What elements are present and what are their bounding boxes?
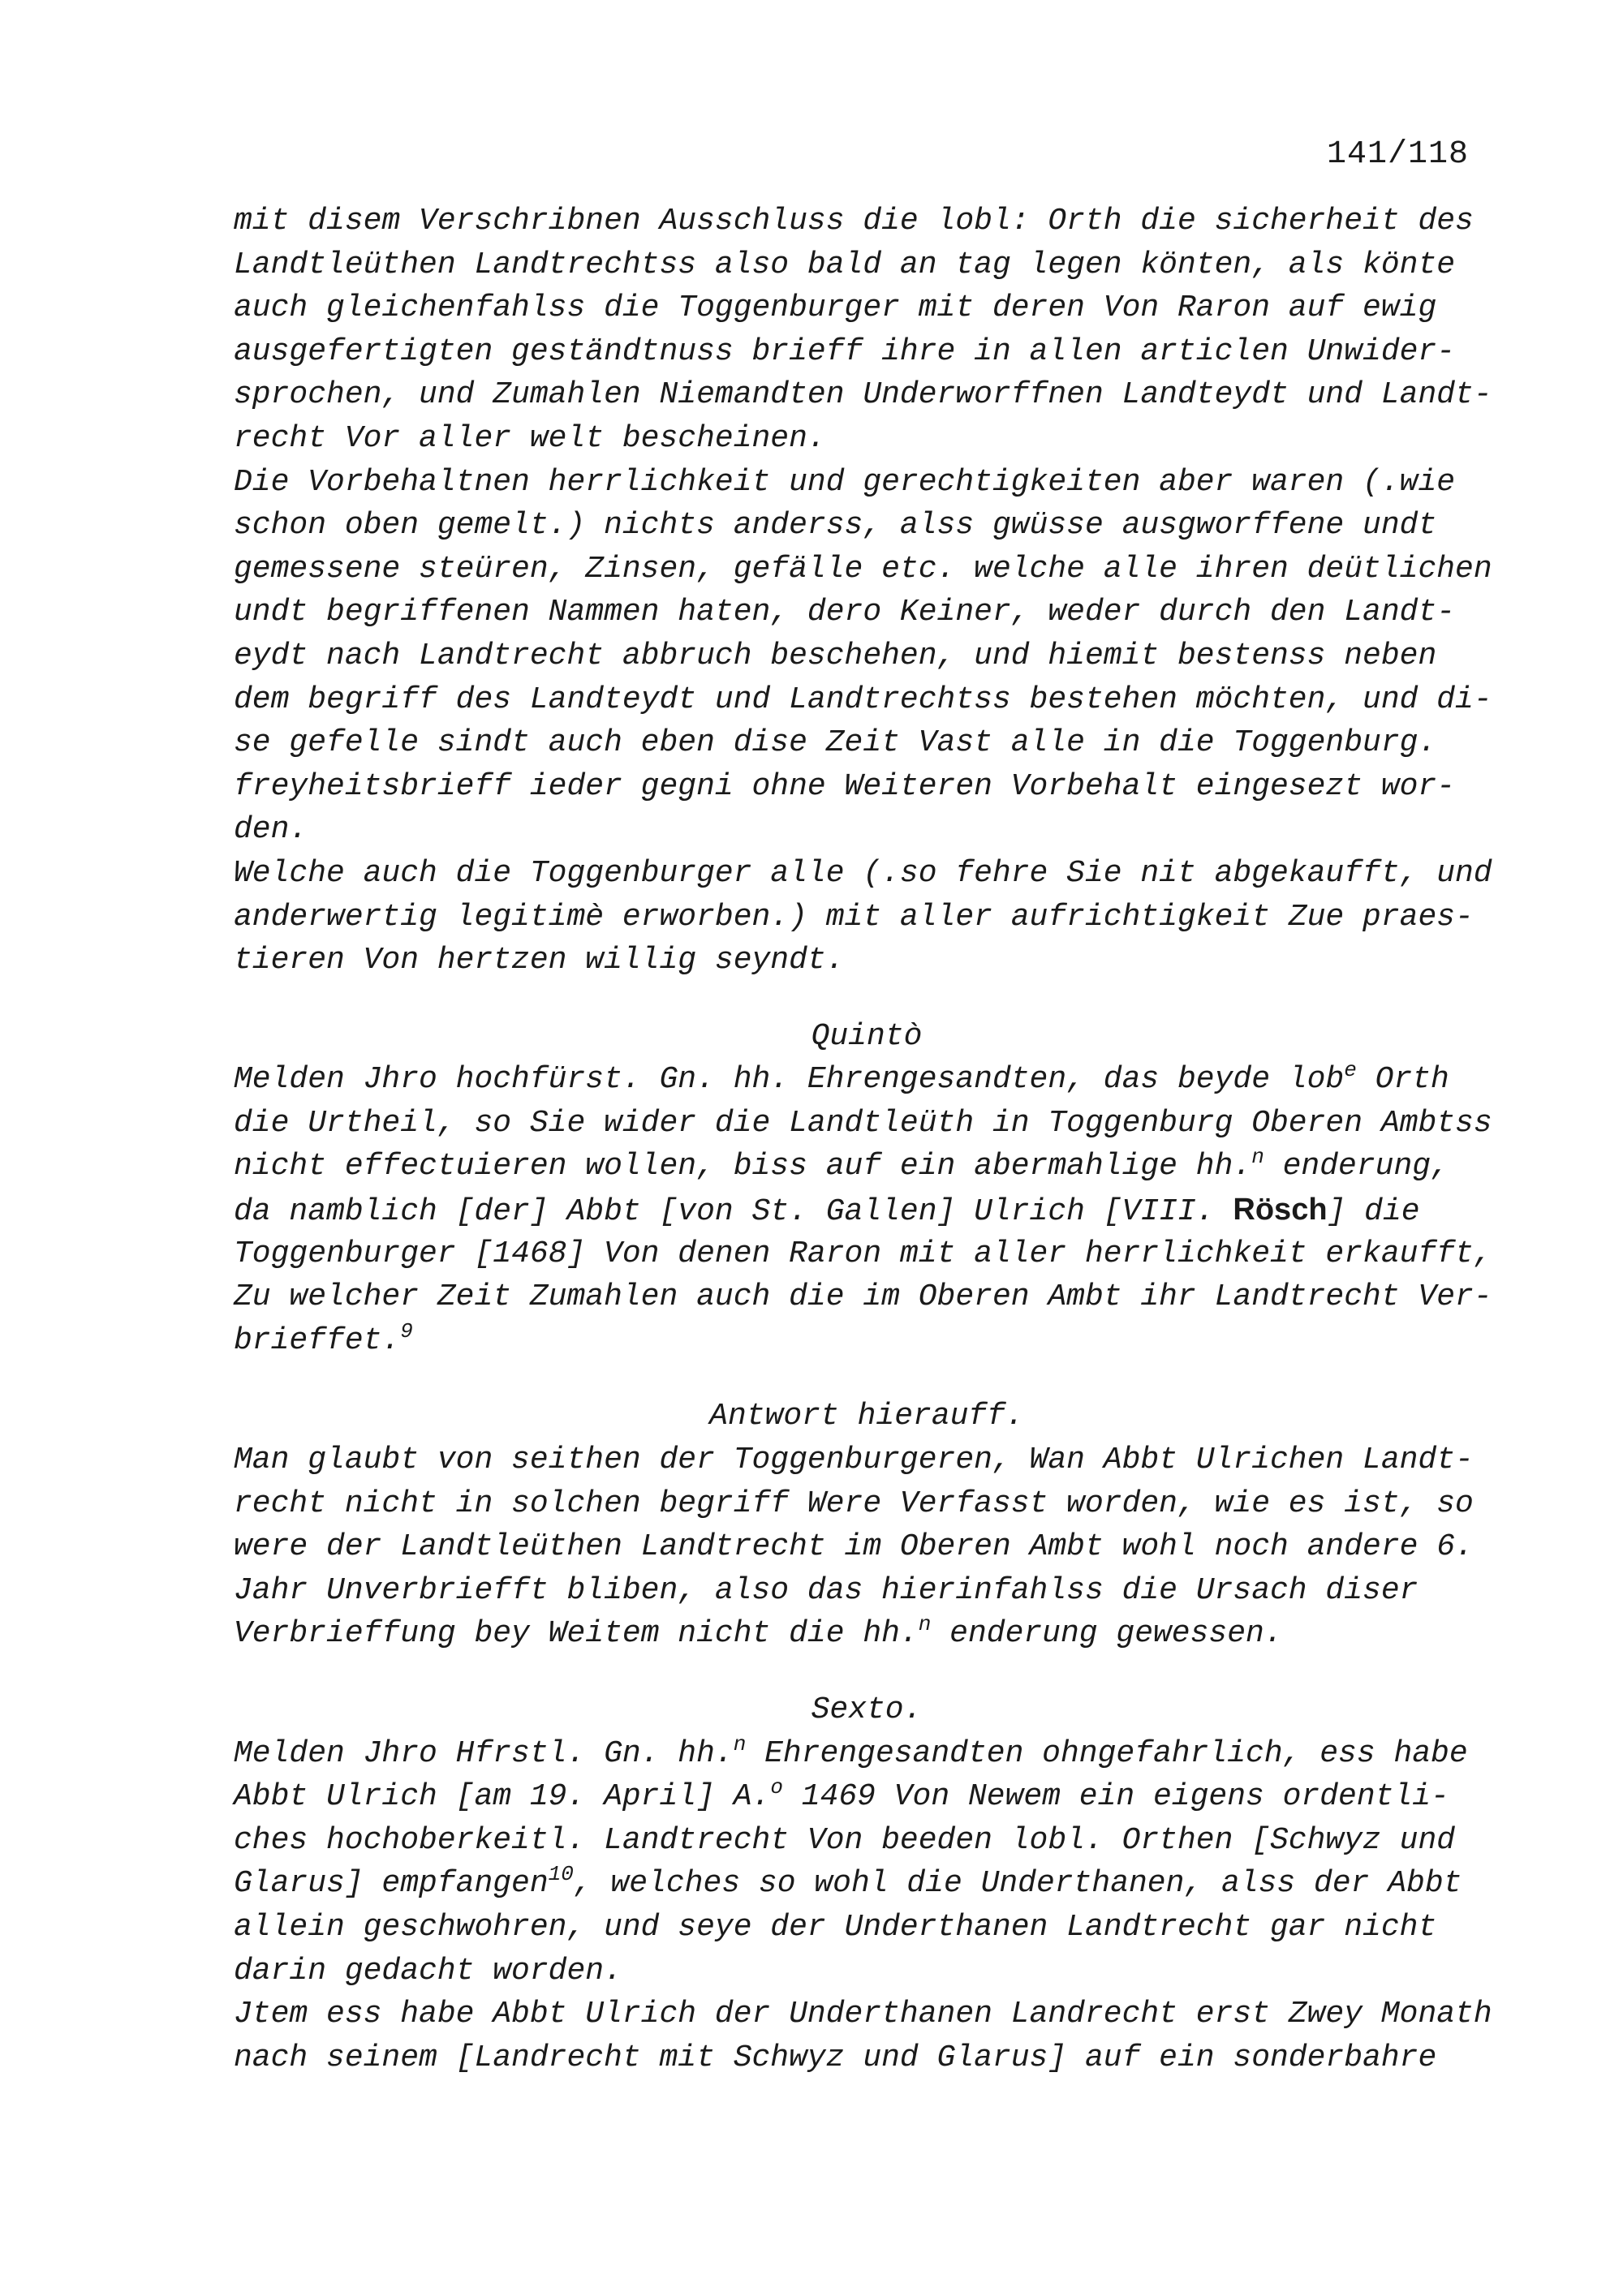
text-line: Verbrieffung bey Weitem nicht die hh.$^n$ enderung gewessen. xyxy=(234,1612,1283,1652)
paragraph-quinto xyxy=(234,1058,1500,1362)
text-line: recht nicht in solchen begriff Were Verfasst worden, wie es ist, so xyxy=(234,1486,1474,1521)
spacer xyxy=(234,1362,1500,1395)
page-number: 141/118 xyxy=(1326,136,1469,173)
text-line: darin gedacht worden. xyxy=(234,1953,622,1989)
text-line: ausgefertigten geständtnuss brieff ihre in allen articlen Unwider- xyxy=(234,333,1456,369)
text-line: Glarus] empfangen$^{10}$, welches so wohl die Underthanen, alss der Abbt xyxy=(234,1862,1462,1902)
text-line: auch gleichenfahlss die Toggenburger mit deren Von Raron auf ewig xyxy=(234,290,1437,326)
text-line: mit disem Verschribnen Ausschluss die lobl: Orth die sicherheit des xyxy=(234,204,1474,239)
text-line: brieffet.$^9$ xyxy=(234,1318,413,1358)
text-line: die Urtheil, so Sie wider die Landtleüth in Toggenburg Oberen Ambtss xyxy=(234,1105,1492,1141)
text-line: freyheitsbrieff ieder gegni ohne Weiteren Vorbehalt eingesezt wor- xyxy=(234,768,1456,804)
paragraph-intro xyxy=(234,200,1500,982)
text-line: Man glaubt von seithen der Toggenburgeren, Wan Abbt Ulrichen Landt- xyxy=(234,1443,1474,1478)
text-line: Jahr Unverbriefft bliben, also das hierinfahlss die Ursach diser xyxy=(234,1572,1419,1608)
text-line: ches hochoberkeitl. Landtrecht Von beeden lobl. Orthen [Schwyz und xyxy=(234,1822,1456,1858)
text-line: Zu welcher Zeit Zumahlen auch die im Oberen Ambt ihr Landtrecht Ver- xyxy=(234,1279,1492,1315)
text-line: Die Vorbehaltnen herrlichkeit und gerechtigkeiten aber waren (.wie xyxy=(234,464,1456,500)
paragraph-sexto xyxy=(234,1732,1500,2080)
text-line: Melden Jhro hochfürst. Gn. hh. Ehrengesandten, das beyde lob$^e$ Orth xyxy=(234,1058,1449,1098)
document-body xyxy=(234,200,1500,2079)
text-line: Welche auch die Toggenburger alle (.so fehre Sie nit abgekaufft, und xyxy=(234,855,1492,891)
text-line: se gefelle sindt auch eben dise Zeit Vast alle in die Toggenburg. xyxy=(234,725,1437,761)
text-line: anderwertig legitimè erworben.) mit aller aufrichtigkeit Zue praes- xyxy=(234,899,1474,935)
text-line: Melden Jhro Hfrstl. Gn. hh.$^n$ Ehrengesandten ohngefahrlich, ess habe xyxy=(234,1731,1468,1771)
text-line: schon oben gemelt.) nichts anderss, alss gwüsse ausgworffene undt xyxy=(234,508,1437,544)
text-line: nicht effectuieren wollen, biss auf ein abermahlige hh.$^n$ enderung, xyxy=(234,1145,1449,1185)
text-line: da namblich [der] Abbt [von St. Gallen] Ulrich [VIII. Rösch] die xyxy=(234,1193,1420,1230)
bold-name: Rösch xyxy=(1233,1193,1328,1228)
text-line: tieren Von hertzen willig seyndt. xyxy=(234,943,845,978)
text-line: Landtleüthen Landtrechtss also bald an tag legen könten, als könte xyxy=(234,247,1456,282)
section-heading-sexto: Sexto. xyxy=(811,1692,923,1727)
text-line: eydt nach Landtrecht abbruch beschehen, und hiemit bestenss neben xyxy=(234,638,1437,673)
text-line: Abbt Ulrich [am 19. April] A.$^o$ 1469 Von Newem ein eigens ordentli- xyxy=(234,1775,1449,1815)
text-line: nach seinem [Landrecht mit Schwyz und Glarus] auf ein sonderbahre xyxy=(234,2040,1437,2075)
spacer xyxy=(234,982,1500,1015)
text-line: gemessene steüren, Zinsen, gefälle etc. welche alle ihren deütlichen xyxy=(234,551,1492,587)
footnote-marker: 9 xyxy=(400,1318,413,1344)
text-line: den. xyxy=(234,812,308,848)
text-line: allein geschwohren, und seye der Underthanen Landtrecht gar nicht xyxy=(234,1909,1437,1945)
text-line: sprochen, und Zumahlen Niemandten Underworffnen Landteydt und Landt- xyxy=(234,377,1492,413)
paragraph-antwort xyxy=(234,1438,1500,1656)
text-line: undt begriffenen Nammen haten, dero Keiner, weder durch den Landt- xyxy=(234,595,1456,630)
text-line: Toggenburger [1468] Von denen Raron mit aller herrlichkeit erkaufft, xyxy=(234,1236,1492,1271)
section-heading-antwort: Antwort hierauff. xyxy=(709,1399,1024,1434)
spacer xyxy=(234,1656,1500,1688)
text-line: recht Vor aller welt bescheinen. xyxy=(234,420,826,456)
text-line: dem begriff des Landteydt und Landtrechtss bestehen möchten, und di- xyxy=(234,681,1492,717)
section-heading-quinto: Quintò xyxy=(811,1018,923,1054)
footnote-marker: 10 xyxy=(548,1862,574,1887)
text-line: were der Landtleüthen Landtrecht im Oberen Ambt wohl noch andere 6. xyxy=(234,1529,1474,1565)
text-line: Jtem ess habe Abbt Ulrich der Underthanen Landrecht erst Zwey Monath xyxy=(234,1997,1492,2032)
